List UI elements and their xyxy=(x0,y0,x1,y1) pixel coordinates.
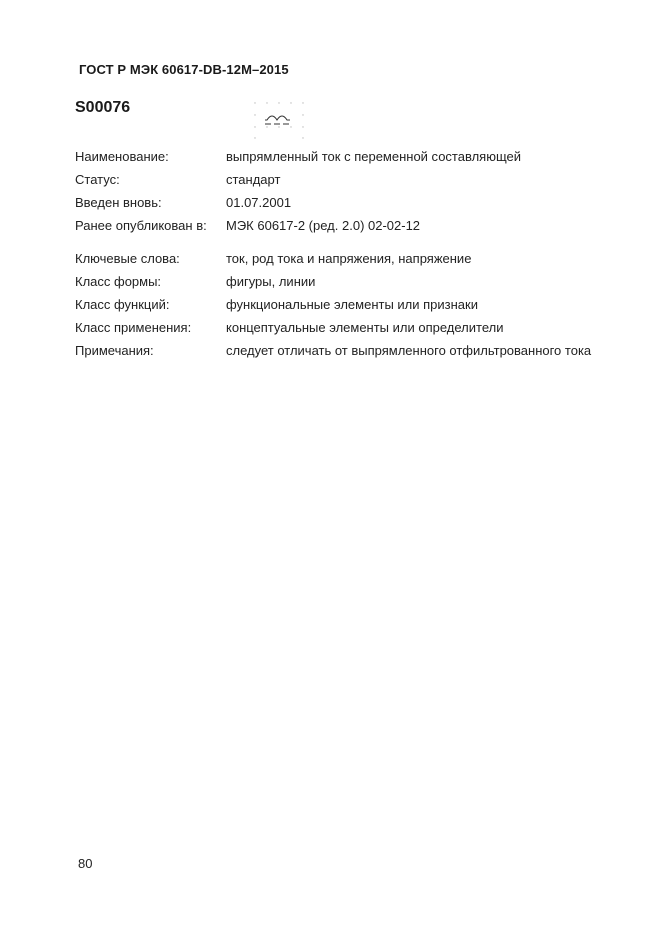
document-header: ГОСТ Р МЭК 60617-DB-12M–2015 xyxy=(79,62,289,77)
property-value: фигуры, линии xyxy=(226,274,316,289)
property-row-status xyxy=(75,168,595,191)
properties-group-classification xyxy=(75,247,595,362)
property-label: Класс применения: xyxy=(75,320,192,335)
property-label: Введен вновь: xyxy=(75,195,162,210)
page-number: 80 xyxy=(78,856,93,871)
symbol-properties xyxy=(75,145,595,362)
property-row-name xyxy=(75,145,595,168)
property-value: стандарт xyxy=(226,172,281,187)
property-label: Ключевые слова: xyxy=(75,251,180,266)
symbol-id: S00076 xyxy=(75,99,131,116)
property-row-function-class xyxy=(75,293,595,316)
property-value: 01.07.2001 xyxy=(226,195,292,210)
property-value: МЭК 60617-2 (ред. 2.0) 02-02-12 xyxy=(226,218,421,233)
property-label: Ранее опубликован в: xyxy=(75,218,207,233)
property-row-application-class xyxy=(75,316,595,339)
property-label: Класс функций: xyxy=(75,297,170,312)
property-row-shape-class xyxy=(75,270,595,293)
property-value: следует отличать от выпрямленного отфильтрованного тока xyxy=(226,343,592,358)
property-row-keywords xyxy=(75,247,595,270)
property-row-introduced xyxy=(75,191,595,214)
property-value: выпрямленный ток с переменной составляющей xyxy=(226,149,521,164)
property-row-notes xyxy=(75,339,595,362)
property-row-previously-published xyxy=(75,214,595,237)
property-label: Класс формы: xyxy=(75,274,162,289)
property-label: Наименование: xyxy=(75,149,169,164)
property-label: Примечания: xyxy=(75,343,154,358)
property-label: Статус: xyxy=(75,172,120,187)
property-value: концептуальные элементы или определители xyxy=(226,320,504,335)
property-value: функциональные элементы или признаки xyxy=(226,297,478,312)
property-value: ток, род тока и напряжения, напряжение xyxy=(226,251,472,266)
rectified-current-symbol-icon xyxy=(253,101,313,141)
properties-group-primary xyxy=(75,145,595,237)
